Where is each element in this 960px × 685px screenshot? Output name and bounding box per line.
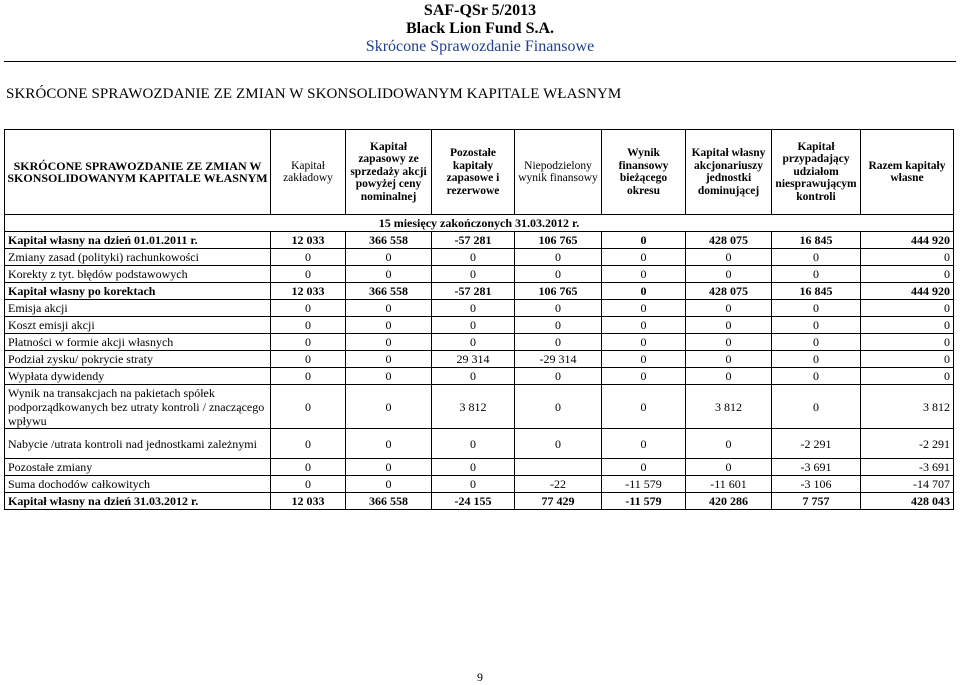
cell-value: 0	[515, 266, 602, 283]
cell-value: 0	[432, 266, 515, 283]
table-row	[5, 266, 954, 283]
cell-value: 77 429	[515, 493, 602, 510]
cell-value: 366 558	[346, 493, 432, 510]
cell-value: -3 691	[861, 459, 954, 476]
cell-value: 0	[686, 334, 772, 351]
cell-value: 0	[432, 249, 515, 266]
cell-value: 0	[346, 249, 432, 266]
cell-value: 12 033	[271, 283, 346, 300]
cell-value: -22	[515, 476, 602, 493]
period-label: 15 miesięcy zakończonych 31.03.2012 r.	[5, 215, 954, 232]
cell-value: 0	[271, 317, 346, 334]
cell-value: 0	[602, 429, 686, 459]
cell-value: 0	[432, 317, 515, 334]
cell-value: -24 155	[432, 493, 515, 510]
cell-value: 29 314	[432, 351, 515, 368]
cell-value: 0	[861, 300, 954, 317]
cell-value: 0	[271, 351, 346, 368]
cell-value: 0	[602, 317, 686, 334]
header-divider	[4, 61, 956, 62]
cell-value: 0	[686, 317, 772, 334]
cell-value: -57 281	[432, 283, 515, 300]
table-row	[5, 493, 954, 510]
column-header: Kapitał przypadający udziałom niesprawującym kontroli	[772, 130, 861, 215]
cell-value: 0	[346, 476, 432, 493]
equity-changes-table	[4, 129, 954, 510]
cell-value: 0	[271, 266, 346, 283]
cell-value: -29 314	[515, 351, 602, 368]
cell-value: 0	[346, 351, 432, 368]
cell-value: 3 812	[686, 385, 772, 429]
cell-value: 0	[346, 300, 432, 317]
column-header: Pozostałe kapitały zapasowe i rezerwowe	[432, 130, 515, 215]
cell-value: 0	[861, 249, 954, 266]
cell-value: 366 558	[346, 283, 432, 300]
cell-value: 0	[271, 459, 346, 476]
cell-value: 0	[432, 368, 515, 385]
cell-value: 366 558	[346, 232, 432, 249]
row-label: Wypłata dywidendy	[5, 368, 271, 385]
cell-value: 12 033	[271, 493, 346, 510]
cell-value: 0	[515, 300, 602, 317]
table-row	[5, 476, 954, 493]
cell-value: 0	[271, 300, 346, 317]
table-row	[5, 317, 954, 334]
row-label: Emisja akcji	[5, 300, 271, 317]
cell-value: -3 106	[772, 476, 861, 493]
row-label: Nabycie /utrata kontroli nad jednostkami zależnymi	[5, 429, 271, 459]
cell-value: -2 291	[861, 429, 954, 459]
cell-value: 12 033	[271, 232, 346, 249]
cell-value: 106 765	[515, 283, 602, 300]
row-label: Kapitał własny po korektach	[5, 283, 271, 300]
cell-value: 428 075	[686, 232, 772, 249]
column-header: Kapitał zakładowy	[271, 130, 346, 215]
row-label: Pozostałe zmiany	[5, 459, 271, 476]
cell-value: 0	[432, 429, 515, 459]
row-label: Koszt emisji akcji	[5, 317, 271, 334]
cell-value: 0	[772, 249, 861, 266]
cell-value: 0	[861, 351, 954, 368]
cell-value: 3 812	[861, 385, 954, 429]
cell-value: 428 043	[861, 493, 954, 510]
cell-value: 0	[602, 249, 686, 266]
page-number: 9	[477, 670, 483, 684]
cell-value: 0	[602, 351, 686, 368]
period-row	[5, 215, 954, 232]
cell-value	[515, 459, 602, 476]
cell-value: -14 707	[861, 476, 954, 493]
cell-value: 0	[346, 459, 432, 476]
page-title: SKRÓCONE SPRAWOZDANIE ZE ZMIAN W SKONSOLIDOWANYM KAPITALE WŁASNYM	[6, 86, 622, 102]
cell-value: 0	[271, 476, 346, 493]
table-row	[5, 283, 954, 300]
row-label: Kapitał własny na dzień 01.01.2011 r.	[5, 232, 271, 249]
cell-value: 428 075	[686, 283, 772, 300]
cell-value: 0	[602, 266, 686, 283]
column-header: Niepodzielony wynik finansowy	[515, 130, 602, 215]
cell-value: 0	[602, 459, 686, 476]
cell-value: 0	[602, 368, 686, 385]
cell-value: -11 579	[602, 493, 686, 510]
cell-value: 0	[602, 385, 686, 429]
cell-value: 0	[432, 476, 515, 493]
table-row	[5, 249, 954, 266]
column-header: Wynik finansowy bieżącego okresu	[602, 130, 686, 215]
cell-value: 7 757	[772, 493, 861, 510]
table-row	[5, 232, 954, 249]
row-label: Podział zysku/ pokrycie straty	[5, 351, 271, 368]
cell-value: 0	[515, 317, 602, 334]
cell-value: 0	[515, 249, 602, 266]
cell-value: 0	[346, 429, 432, 459]
table-row	[5, 385, 954, 429]
cell-value: -11 601	[686, 476, 772, 493]
cell-value: 444 920	[861, 232, 954, 249]
column-header: Razem kapitały własne	[861, 130, 954, 215]
cell-value: 0	[271, 334, 346, 351]
cell-value: 0	[271, 385, 346, 429]
cell-value: 0	[602, 232, 686, 249]
cell-value: 0	[772, 317, 861, 334]
cell-value: 0	[346, 317, 432, 334]
cell-value: 420 286	[686, 493, 772, 510]
cell-value: -11 579	[602, 476, 686, 493]
cell-value: 0	[346, 266, 432, 283]
cell-value: 0	[686, 429, 772, 459]
table-row	[5, 334, 954, 351]
cell-value: 0	[772, 385, 861, 429]
cell-value: 0	[271, 249, 346, 266]
cell-value: 0	[515, 368, 602, 385]
column-header: SKRÓCONE SPRAWOZDANIE ZE ZMIAN W SKONSOLIDOWANYM KAPITALE WŁASNYM	[5, 130, 271, 215]
column-header: Kapitał własny akcjonariuszy jednostki dominującej	[686, 130, 772, 215]
cell-value: 0	[515, 334, 602, 351]
cell-value: -2 291	[772, 429, 861, 459]
table-header-row	[5, 130, 954, 215]
table-row	[5, 429, 954, 459]
row-label: Wynik na transakcjach na pakietach spółek podporządkowanych bez utraty kontroli / znaczącego wpływu	[5, 385, 271, 429]
table-row	[5, 300, 954, 317]
cell-value: 0	[686, 266, 772, 283]
cell-value: 0	[686, 300, 772, 317]
cell-value: 0	[772, 266, 861, 283]
column-header: Kapitał zapasowy ze sprzedaży akcji powyżej ceny nominalnej	[346, 130, 432, 215]
cell-value: 0	[861, 266, 954, 283]
cell-value: 0	[271, 368, 346, 385]
cell-value: 0	[686, 368, 772, 385]
cell-value: 0	[861, 317, 954, 334]
row-label: Suma dochodów całkowitych	[5, 476, 271, 493]
cell-value: 0	[686, 249, 772, 266]
cell-value: 0	[861, 334, 954, 351]
cell-value: 16 845	[772, 232, 861, 249]
cell-value: 106 765	[515, 232, 602, 249]
cell-value: 0	[772, 334, 861, 351]
cell-value: 0	[861, 368, 954, 385]
cell-value: 0	[515, 429, 602, 459]
cell-value: -3 691	[772, 459, 861, 476]
cell-value: 0	[602, 300, 686, 317]
cell-value: 0	[346, 368, 432, 385]
cell-value: 0	[772, 300, 861, 317]
cell-value: 444 920	[861, 283, 954, 300]
cell-value: 0	[772, 368, 861, 385]
table-row	[5, 368, 954, 385]
cell-value: 0	[271, 429, 346, 459]
row-label: Korekty z tyt. błędów podstawowych	[5, 266, 271, 283]
cell-value: 0	[602, 334, 686, 351]
cell-value: 0	[772, 351, 861, 368]
report-code: SAF-QSr 5/2013	[423, 2, 537, 19]
cell-value: 0	[432, 300, 515, 317]
row-label: Zmiany zasad (polityki) rachunkowości	[5, 249, 271, 266]
cell-value: 0	[346, 334, 432, 351]
cell-value: 0	[346, 385, 432, 429]
cell-value: 0	[515, 385, 602, 429]
document-header	[0, 0, 960, 56]
cell-value: 0	[686, 459, 772, 476]
table-row	[5, 351, 954, 368]
cell-value: 16 845	[772, 283, 861, 300]
cell-value: 3 812	[432, 385, 515, 429]
row-label: Płatności w formie akcji własnych	[5, 334, 271, 351]
cell-value: 0	[432, 459, 515, 476]
company-name: Black Lion Fund S.A.	[405, 20, 555, 37]
document-type: Skrócone Sprawozdanie Finansowe	[365, 38, 595, 55]
cell-value: 0	[602, 283, 686, 300]
cell-value: 0	[686, 351, 772, 368]
table-row	[5, 459, 954, 476]
row-label: Kapitał własny na dzień 31.03.2012 r.	[5, 493, 271, 510]
cell-value: 0	[432, 334, 515, 351]
cell-value: -57 281	[432, 232, 515, 249]
